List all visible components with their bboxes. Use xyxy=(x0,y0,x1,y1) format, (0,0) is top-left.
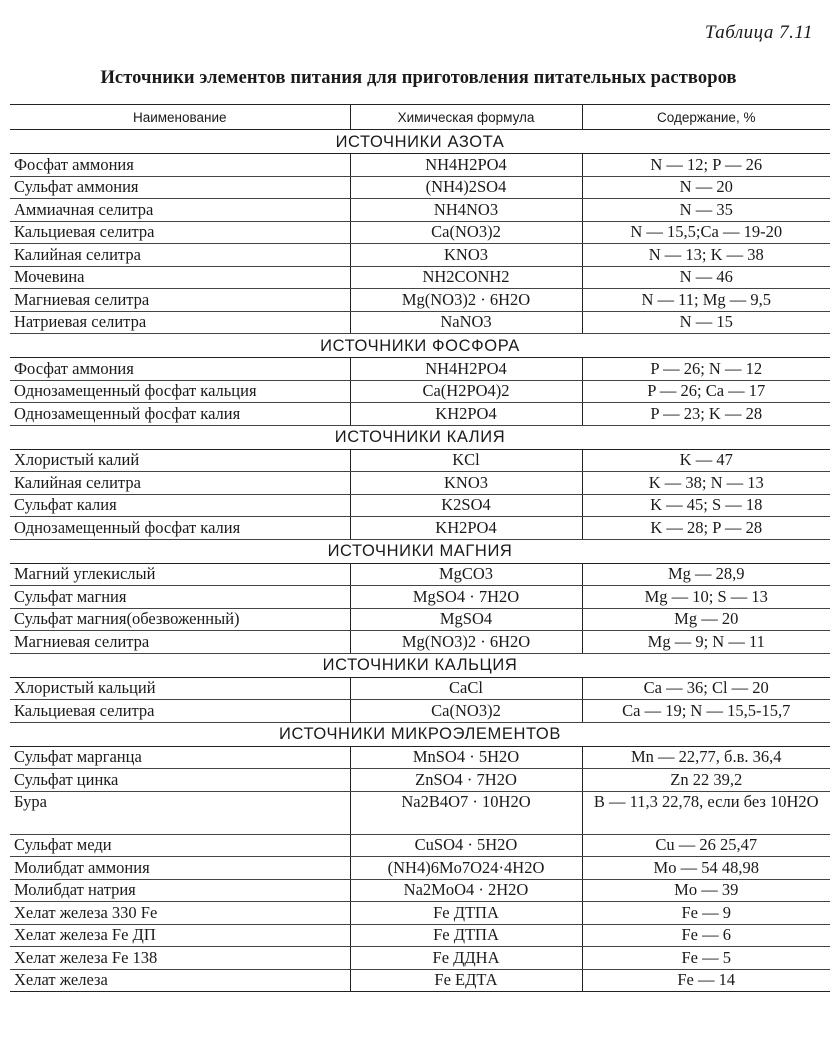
formula-cell: MgCO3 xyxy=(350,563,582,586)
content-cell: Fe — 9 xyxy=(582,902,830,925)
section-row xyxy=(10,653,830,677)
table-row xyxy=(10,380,830,403)
table-row xyxy=(10,677,830,700)
substance-name-cell: Кальциевая селитра xyxy=(10,700,350,723)
table-row xyxy=(10,199,830,222)
formula-cell: Ca(NO3)2 xyxy=(350,221,582,244)
substance-name-cell: Молибдат аммония xyxy=(10,857,350,880)
content-cell: Mg — 20 xyxy=(582,608,830,631)
formula-cell: K2SO4 xyxy=(350,494,582,517)
section-row xyxy=(10,130,830,154)
substance-name-cell: Кальциевая селитра xyxy=(10,221,350,244)
table-title: Источники элементов питания для приготовления питательных растворов xyxy=(100,68,737,88)
substance-name-cell: Однозамещенный фосфат калия xyxy=(10,403,350,426)
content-cell: N — 15 xyxy=(582,311,830,334)
content-cell: Zn 22 39,2 xyxy=(582,769,830,792)
table-row xyxy=(10,449,830,472)
substance-name-cell: Хелат железа Fe 138 xyxy=(10,947,350,970)
content-cell: Fe — 5 xyxy=(582,947,830,970)
content-cell: Ca — 36; Cl — 20 xyxy=(582,677,830,700)
substance-name-cell: Сульфат марганца xyxy=(10,746,350,769)
formula-cell: Mg(NO3)2 · 6H2O xyxy=(350,631,582,654)
content-cell: N — 13; K — 38 xyxy=(582,244,830,267)
section-row xyxy=(10,539,830,563)
substance-name-cell: Бура xyxy=(10,791,350,834)
table-row xyxy=(10,947,830,970)
formula-cell: KCl xyxy=(350,449,582,472)
content-cell: Mn — 22,77, б.в. 36,4 xyxy=(582,746,830,769)
table-row xyxy=(10,969,830,992)
substance-name-cell: Мочевина xyxy=(10,266,350,289)
content-cell: Mo — 54 48,98 xyxy=(582,857,830,880)
section-row xyxy=(10,425,830,449)
section-row xyxy=(10,334,830,358)
table-row xyxy=(10,472,830,495)
table-row xyxy=(10,221,830,244)
formula-cell: Fe ДТПА xyxy=(350,924,582,947)
formula-cell: CaCl xyxy=(350,677,582,700)
formula-cell: Na2B4O7 · 10H2O xyxy=(350,791,582,834)
substance-name-cell: Хлористый кальций xyxy=(10,677,350,700)
content-cell: N — 15,5;Ca — 19-20 xyxy=(582,221,830,244)
substance-name-cell: Магниевая селитра xyxy=(10,289,350,312)
table-row xyxy=(10,769,830,792)
substance-name-cell: Натриевая селитра xyxy=(10,311,350,334)
content-cell: K — 38; N — 13 xyxy=(582,472,830,495)
section-title: ИСТОЧНИКИ МИКРОЭЛЕМЕНТОВ xyxy=(10,722,830,746)
substance-name-cell: Фосфат аммония xyxy=(10,154,350,177)
formula-cell: Na2MoO4 · 2H2O xyxy=(350,879,582,902)
content-cell: Fe — 6 xyxy=(582,924,830,947)
content-cell: P — 23; K — 28 xyxy=(582,403,830,426)
substance-name-cell: Сульфат цинка xyxy=(10,769,350,792)
substance-name-cell: Магний углекислый xyxy=(10,563,350,586)
table-row xyxy=(10,791,830,834)
substance-name-cell: Хелат железа 330 Fe xyxy=(10,902,350,925)
substance-name-cell: Сульфат меди xyxy=(10,834,350,857)
table-row xyxy=(10,879,830,902)
table-row xyxy=(10,358,830,381)
section-title: ИСТОЧНИКИ КАЛИЯ xyxy=(10,425,830,449)
formula-cell: Fe ЕДТА xyxy=(350,969,582,992)
substance-name-cell: Хлористый калий xyxy=(10,449,350,472)
content-cell: Ca — 19; N — 15,5-15,7 xyxy=(582,700,830,723)
header-row xyxy=(10,105,830,130)
section-title: ИСТОЧНИКИ АЗОТА xyxy=(10,130,830,154)
formula-cell: ZnSO4 · 7H2O xyxy=(350,769,582,792)
substance-name-cell: Сульфат магния(обезвоженный) xyxy=(10,608,350,631)
substance-name-cell: Аммиачная селитра xyxy=(10,199,350,222)
table-row xyxy=(10,176,830,199)
substance-name-cell: Хелат железа Fe ДП xyxy=(10,924,350,947)
formula-cell: (NH4)6Mo7O24·4H2O xyxy=(350,857,582,880)
section-title: ИСТОЧНИКИ МАГНИЯ xyxy=(10,539,830,563)
formula-cell: Fe ДТПА xyxy=(350,902,582,925)
substance-name-cell: Сульфат магния xyxy=(10,586,350,609)
table-row xyxy=(10,311,830,334)
substance-name-cell: Однозамещенный фосфат калия xyxy=(10,517,350,540)
table-row xyxy=(10,857,830,880)
table-row xyxy=(10,902,830,925)
table-row xyxy=(10,924,830,947)
content-cell: N — 20 xyxy=(582,176,830,199)
section-row xyxy=(10,722,830,746)
content-cell: P — 26; Ca — 17 xyxy=(582,380,830,403)
content-cell: N — 35 xyxy=(582,199,830,222)
formula-cell: Ca(H2PO4)2 xyxy=(350,380,582,403)
table-body xyxy=(10,130,830,992)
content-cell: K — 28; P — 28 xyxy=(582,517,830,540)
content-cell: Mo — 39 xyxy=(582,879,830,902)
content-cell: Fe — 14 xyxy=(582,969,830,992)
table-row xyxy=(10,746,830,769)
table-row xyxy=(10,494,830,517)
column-header-formula: Химическая формула xyxy=(350,105,582,130)
content-cell: P — 26; N — 12 xyxy=(582,358,830,381)
table-row xyxy=(10,244,830,267)
table-row xyxy=(10,266,830,289)
table-row xyxy=(10,563,830,586)
formula-cell: MnSO4 · 5H2O xyxy=(350,746,582,769)
content-cell: N — 12; P — 26 xyxy=(582,154,830,177)
content-cell: N — 46 xyxy=(582,266,830,289)
nutrient-sources-table xyxy=(10,104,830,992)
table-row xyxy=(10,154,830,177)
substance-name-cell: Калийная селитра xyxy=(10,244,350,267)
table-row xyxy=(10,700,830,723)
substance-name-cell: Магниевая селитра xyxy=(10,631,350,654)
formula-cell: MgSO4 xyxy=(350,608,582,631)
substance-name-cell: Фосфат аммония xyxy=(10,358,350,381)
formula-cell: NH2CONH2 xyxy=(350,266,582,289)
substance-name-cell: Хелат железа xyxy=(10,969,350,992)
substance-name-cell: Сульфат калия xyxy=(10,494,350,517)
substance-name-cell: Сульфат аммония xyxy=(10,176,350,199)
content-cell: B — 11,3 22,78, если без 10H2O xyxy=(582,791,830,834)
formula-cell: NH4H2PO4 xyxy=(350,358,582,381)
content-cell: Cu — 26 25,47 xyxy=(582,834,830,857)
content-cell: Mg — 28,9 xyxy=(582,563,830,586)
content-cell: N — 11; Mg — 9,5 xyxy=(582,289,830,312)
table-row xyxy=(10,631,830,654)
formula-cell: Fe ДДНА xyxy=(350,947,582,970)
formula-cell: NaNO3 xyxy=(350,311,582,334)
content-cell: K — 45; S — 18 xyxy=(582,494,830,517)
column-header-name: Наименование xyxy=(10,105,350,130)
column-header-content: Содержание, % xyxy=(582,105,830,130)
content-cell: Mg — 10; S — 13 xyxy=(582,586,830,609)
formula-cell: Ca(NO3)2 xyxy=(350,700,582,723)
table-row xyxy=(10,403,830,426)
section-title: ИСТОЧНИКИ ФОСФОРА xyxy=(10,334,830,358)
formula-cell: CuSO4 · 5H2O xyxy=(350,834,582,857)
table-number: Таблица 7.11 xyxy=(704,22,813,43)
formula-cell: KNO3 xyxy=(350,472,582,495)
table-row xyxy=(10,586,830,609)
formula-cell: Mg(NO3)2 · 6H2O xyxy=(350,289,582,312)
content-cell: K — 47 xyxy=(582,449,830,472)
formula-cell: KH2PO4 xyxy=(350,403,582,426)
formula-cell: KNO3 xyxy=(350,244,582,267)
formula-cell: NH4NO3 xyxy=(350,199,582,222)
substance-name-cell: Молибдат натрия xyxy=(10,879,350,902)
substance-name-cell: Однозамещенный фосфат кальция xyxy=(10,380,350,403)
content-cell: Mg — 9; N — 11 xyxy=(582,631,830,654)
section-title: ИСТОЧНИКИ КАЛЬЦИЯ xyxy=(10,653,830,677)
formula-cell: NH4H2PO4 xyxy=(350,154,582,177)
substance-name-cell: Калийная селитра xyxy=(10,472,350,495)
formula-cell: KH2PO4 xyxy=(350,517,582,540)
formula-cell: MgSO4 · 7H2O xyxy=(350,586,582,609)
table-row xyxy=(10,517,830,540)
table-row xyxy=(10,289,830,312)
table-row xyxy=(10,834,830,857)
table-row xyxy=(10,608,830,631)
formula-cell: (NH4)2SO4 xyxy=(350,176,582,199)
